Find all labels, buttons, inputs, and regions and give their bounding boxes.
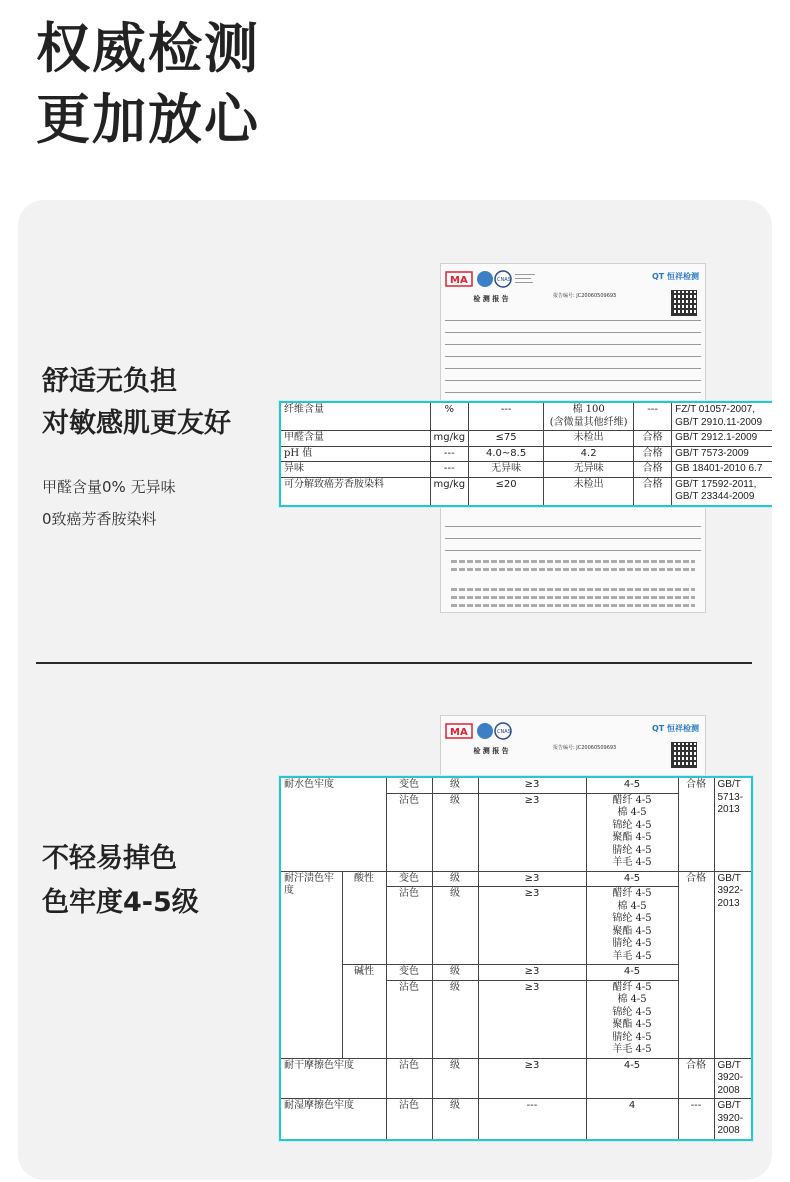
grade-cell: 级 xyxy=(432,965,478,981)
svg-text:MA: MA xyxy=(450,727,468,738)
result-cell: 4-5 xyxy=(586,777,678,793)
standard-cell xyxy=(672,477,772,506)
grade-cell: 级 xyxy=(432,1058,478,1099)
section2-title-line1: 不轻易掉色 xyxy=(42,843,177,874)
fiber-results-cell xyxy=(586,980,678,1058)
type-cell: 沾色 xyxy=(386,1099,432,1140)
type-cell: 变色 xyxy=(386,871,432,887)
type-cell: 沾色 xyxy=(386,980,432,1058)
test-results-table xyxy=(279,401,772,507)
result-line: 棉 100 xyxy=(572,404,605,415)
subtype-cell: 碱性 xyxy=(342,965,386,1059)
grade-cell: 级 xyxy=(432,777,478,793)
section1-title-line2: 对敏感肌更友好 xyxy=(42,408,231,439)
judgement-cell: 合格 xyxy=(678,871,714,1058)
svg-text:CNAS: CNAS xyxy=(497,277,511,283)
standard-cell: GB/T 3920-2008 xyxy=(714,1099,752,1140)
headline-line-2: 更加放心 xyxy=(36,88,260,151)
fiber-result: 腈纶 4-5 xyxy=(612,1031,652,1043)
type-cell: 沾色 xyxy=(386,793,432,871)
item-cell: 耐水色牢度 xyxy=(280,777,386,871)
requirement-cell: --- xyxy=(469,402,544,431)
unit-cell: --- xyxy=(430,446,469,462)
item-cell: 甲醛含量 xyxy=(280,431,430,447)
fiber-results-cell xyxy=(586,793,678,871)
fiber-result: 羊毛 4-5 xyxy=(612,1044,652,1055)
standard-cell: GB 18401-2010 6.7 xyxy=(672,462,772,478)
table-row xyxy=(280,871,752,887)
standard-cell xyxy=(672,402,772,431)
requirement-cell: 4.0~8.5 xyxy=(469,446,544,462)
requirement-cell: ≥3 xyxy=(478,1058,586,1099)
fiber-result: 锦纶 4-5 xyxy=(612,913,652,924)
fiber-result: 腈纶 4-5 xyxy=(612,938,652,949)
unit-cell: % xyxy=(430,402,469,431)
section1-note-amine: 0致癌芳香胺染料 xyxy=(42,510,157,528)
certification-logos xyxy=(445,270,555,288)
grade-cell: 级 xyxy=(432,887,478,965)
result-cell: 未检出 xyxy=(544,431,634,447)
result-cell: 4 xyxy=(586,1099,678,1140)
fiber-result: 腈纶 4-5 xyxy=(612,844,652,856)
section1-title-line1: 舒适无负担 xyxy=(42,366,177,397)
certification-logos xyxy=(445,722,555,740)
requirement-cell: ≥3 xyxy=(478,887,586,965)
requirement-cell: --- xyxy=(478,1099,586,1140)
requirement-cell: ≤20 xyxy=(469,477,544,506)
grade-cell: 级 xyxy=(432,1099,478,1140)
judgement-cell: --- xyxy=(678,1099,714,1140)
fiber-result: 棉 4-5 xyxy=(617,994,647,1005)
grade-cell: 级 xyxy=(432,980,478,1058)
judgement-cell: 合格 xyxy=(634,431,672,447)
grade-cell: 级 xyxy=(432,793,478,871)
fiber-result: 聚酯 4-5 xyxy=(612,832,652,843)
result-cell: 4-5 xyxy=(586,965,678,981)
report-number: 报告编号: JC20060509693 xyxy=(553,745,617,751)
requirement-cell: ≥3 xyxy=(478,793,586,871)
item-cell: 纤维含量 xyxy=(280,402,430,431)
section-divider xyxy=(36,662,752,664)
result-cell: 4-5 xyxy=(586,1058,678,1099)
table-row xyxy=(280,431,772,447)
grade-cell: 级 xyxy=(432,871,478,887)
test-report-document-2 xyxy=(440,715,706,785)
fiber-result: 棉 4-5 xyxy=(617,807,647,818)
requirement-cell: ≥3 xyxy=(478,965,586,981)
judgement-cell: --- xyxy=(634,402,672,431)
standard-line: GB/T 17592-2011, xyxy=(675,478,757,490)
result-cell: 未检出 xyxy=(544,477,634,506)
fiber-result: 醋纤 4-5 xyxy=(612,888,652,899)
brand-logo: QT 恒祥检测 xyxy=(651,724,699,733)
fiber-result: 羊毛 4-5 xyxy=(612,857,652,868)
report-title: 检 测 报 告 xyxy=(473,295,509,303)
judgement-cell: 合格 xyxy=(678,777,714,871)
fiber-result: 聚酯 4-5 xyxy=(612,925,652,937)
requirement-cell: 无异味 xyxy=(469,462,544,478)
requirement-cell: ≥3 xyxy=(478,777,586,793)
standard-line: GB/T 2910.11-2009 xyxy=(675,416,763,428)
result-cell: 4.2 xyxy=(544,446,634,462)
table-row xyxy=(280,1058,752,1099)
table-row xyxy=(280,446,772,462)
unit-cell: --- xyxy=(430,462,469,478)
result-cell: 4-5 xyxy=(586,871,678,887)
standard-line: GB/T 23344-2009 xyxy=(675,491,755,502)
type-cell: 变色 xyxy=(386,965,432,981)
content-card xyxy=(18,200,772,1180)
subtype-cell: 酸性 xyxy=(342,871,386,965)
item-cell: 可分解致癌芳香胺染料 xyxy=(280,477,430,506)
requirement-cell: ≤75 xyxy=(469,431,544,447)
svg-text:CNAS: CNAS xyxy=(497,729,511,735)
fiber-result: 醋纤 4-5 xyxy=(612,794,652,806)
fiber-results-cell xyxy=(586,887,678,965)
standard-cell: GB/T 7573-2009 xyxy=(672,446,772,462)
svg-text:MA: MA xyxy=(450,275,468,286)
item-cell: 异味 xyxy=(280,462,430,478)
table-row xyxy=(280,1099,752,1140)
unit-cell: mg/kg xyxy=(430,431,469,447)
item-cell: 耐干摩擦色牢度 xyxy=(280,1058,386,1099)
section1-note-formaldehyde: 甲醛含量0% 无异味 xyxy=(42,478,176,496)
fiber-result: 羊毛 4-5 xyxy=(612,950,652,962)
fiber-result: 聚酯 4-5 xyxy=(612,1019,652,1030)
standard-cell: GB/T 5713-2013 xyxy=(714,777,752,871)
brand-logo: QT 恒祥检测 xyxy=(651,272,699,281)
requirement-cell: ≥3 xyxy=(478,871,586,887)
result-cell: 无异味 xyxy=(544,462,634,478)
standard-cell: GB/T 3922-2013 xyxy=(714,871,752,1058)
type-cell: 沾色 xyxy=(386,887,432,965)
requirement-cell: ≥3 xyxy=(478,980,586,1058)
qr-code-icon xyxy=(671,742,697,768)
judgement-cell: 合格 xyxy=(678,1058,714,1099)
fiber-result: 棉 4-5 xyxy=(617,900,647,912)
type-cell: 沾色 xyxy=(386,1058,432,1099)
item-cell: pH 值 xyxy=(280,446,430,462)
item-cell: 耐湿摩擦色牢度 xyxy=(280,1099,386,1140)
table-row xyxy=(280,777,752,793)
judgement-cell: 合格 xyxy=(634,462,672,478)
judgement-cell: 合格 xyxy=(634,446,672,462)
standard-cell: GB/T 3920-2008 xyxy=(714,1058,752,1099)
report-number: 报告编号: JC20060509693 xyxy=(553,293,617,299)
standard-cell: GB/T 2912.1-2009 xyxy=(672,431,772,447)
qr-code-icon xyxy=(671,290,697,316)
result-line: (含微量其他纤维) xyxy=(549,416,628,428)
item-cell: 耐汗渍色牢度 xyxy=(280,871,342,1058)
result-cell xyxy=(544,402,634,431)
report-title: 检 测 报 告 xyxy=(473,747,509,755)
fiber-result: 醋纤 4-5 xyxy=(612,981,652,993)
table-row xyxy=(280,477,772,506)
table-row xyxy=(280,462,772,478)
section2-title-line2: 色牢度4-5级 xyxy=(42,887,199,918)
judgement-cell: 合格 xyxy=(634,477,672,506)
standard-line: FZ/T 01057-2007, xyxy=(675,404,755,415)
unit-cell: mg/kg xyxy=(430,477,469,506)
colorfastness-table xyxy=(279,776,753,1141)
fiber-result: 锦纶 4-5 xyxy=(612,819,652,831)
table-row xyxy=(280,402,772,431)
headline-line-1: 权威检测 xyxy=(36,17,260,80)
fiber-result: 锦纶 4-5 xyxy=(612,1006,652,1018)
type-cell: 变色 xyxy=(386,777,432,793)
